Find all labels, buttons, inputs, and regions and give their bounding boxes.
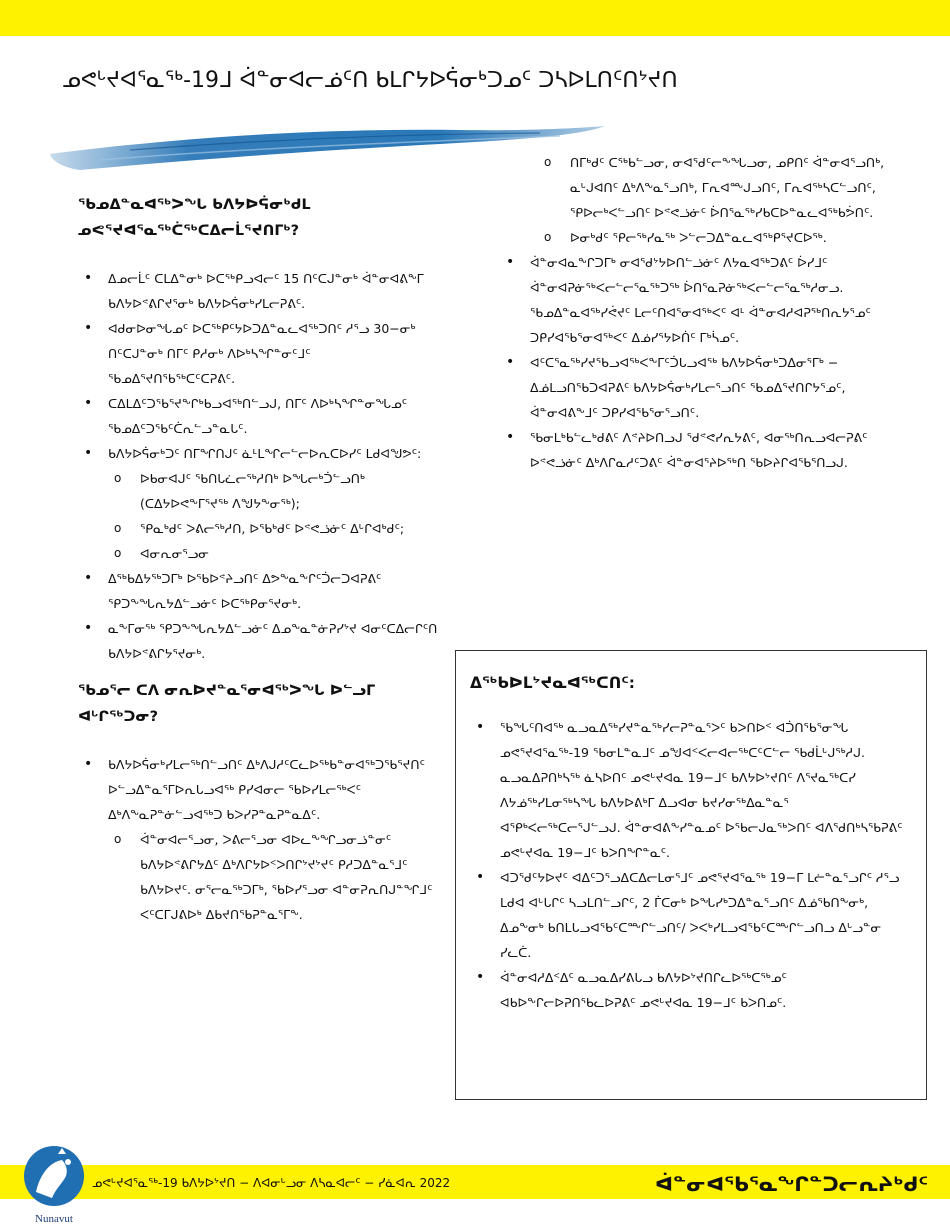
list-item-text: ᑲᐱᔭᐅᕌᓂᒃᑐᑦ ᑎᒥᖏᑎᒍᑦ ᓈᒻᒪᖏᓕᓪᓕᐅᕆᑕᐅᓯᑦ ᒪᑯᐊᖑᕗᑦ: — [108, 446, 422, 461]
list-item: • ᖃᓂᒪᒃᑲᓪᓚᒃᑯᕕᑦ ᐱᕝᔨᐅᑎᓗᒍ ᖁᕝᕙᓯᕆᔭᕕᑦ, ᐊᓂᖅᑎᕆᓗᐊᓕᕈᕕᑦ ᐅᕝᕙᓘᓃᑦ ᐃᒃᐱᒋᓇᓱᑦᑐᕕᑦ ᐋᓐᓂᐊᕐᔨᐅᖅᑎ ᖃᐅᔨᒋᐊᖃᕐᑎᓗᒍ. — [500, 425, 905, 475]
list-item: • ᖃᖓᑦᑎᐊᖅ ᓇᓗᓇᐃᖅᓯᔪᓐᓇᖅᓯᓕᕈᓐᓇᕐᐳᑦ ᑲᐳᑎᐅᑉ ᐊᑑᑎᖃᕐᓂᖓ ᓄᕙᕐᔪᐊᕐᓇᖅ-19 ᖃᓂᒪᓐᓇᒧᑦ ᓄᖑᐊᑉᐸᓕᐊᓕᖅᑕᑦᑕᓪᓕ ᖃᑯᒫᒡᒍᖅᓱᒍ. ᓇᓗᓇᐃᕈᑎᒃᓴᖅ ᓈᓴᐅᑎᑦ ᓄᕙᒡᔪᐊᓇ 19−ᒧᑦ ᑲᐱᔭᐅᔾᔪᑎᑦ ᐱᕐᔪᓇᖅᑕᓯ ᐱᔭᓅᖅᓯᒪᓂᖅᓴᖓ ᑲᐱᔭᐅᕕᒃᒥ ᐃᓗᐊᓂ ᑲᔪᓯᓂᖅᐃᓇᓐᓇᕐ ᐊᕿᒃᐸᓕᖅᑕᓕᕐᒍᓪᓗᒍ. ᐋᓐᓂᐊᕕᖕᓯᓐᓇᓄᑦ ᐅᖃᓕᒍᓇᖅᐳᑎᑦ ᐊᐱᕐᑯᑎᒃᓴᖃᕈᕕᑦ ᓄᕙᒡᔪᐊᓇ 19−ᒧᑦ ᑲᐳᑎᖏᓐᓇᑦ. — [470, 715, 912, 865]
list-item: • ᑕᐃᒪᐃᑦᑐᖃᕐᔪᖕᒋᒃᑲᓗᐊᖅᑎᓪᓗᒍ, ᑎᒥᑦ ᐱᐅᒃᓴᖏᓐᓂᖓᓄᑦ ᖃᓄᐃᑦᑐᖃᑦᑖᕆᓪᓗᓐᓇᒐᑦ. — [78, 391, 438, 441]
left-column — [78, 192, 438, 927]
sub-list-item: o ᐅᓂᒃᑯᑦ ᕿᓕᖅᓯᓇᖅ ᐳᓪᓕᑐᐃᓐᓇᓚᐊᖅᑭᕐᔪᑕᐅᖅ. — [538, 225, 905, 250]
sub-list-item: o ᑎᒥᒃᑯᑦ ᑕᖅᑲᓪᓗᓂ, ᓂᐊᖁᑦᓕᖕᖓᓗᓂ, ᓄᑭᑎᑦ ᐋᓐᓂᐊᕐᓗᑎᒃ, ᓇᒡᒍᐊᑎᑦ ᐃᒃᐱᖕᓇᕐᓗᑎᒃ, ᒥᕆᐊᖖᒍᓗᑎᑦ, ᒥᕆᐊᖅᓴᑕᓪᓗᑎᑦ, ᕿᐅᓕᒃᐸᓪᓗᑎᑦ ᐅᕝᕙᓘᓃᑦ ᐆᑎᕐᓇᖅᓯᑲᑕᐅᓐᓇᓚᐊᖅᑲᕘᑎᑦ. — [538, 150, 905, 225]
list-item: • ᐃᓄᓕᒫᑦ ᑕᒪᐃᓐᓂᒃ ᐅᑕᖅᑭᓗᐊᓕᑦ 15 ᑎᑦᑕᒍᓐᓂᒃ ᐋᓐᓂᐊᕕᖕᒥ ᑲᐱᔭᐅᕝᕕᒋᔪᕐᓂᒃ ᑲᐱᔭᐅᕌᓂᒃᓯᒪᓕᕈᕕᑦ. — [78, 266, 438, 316]
logo-wordmark: Nunavut — [35, 1213, 73, 1225]
list-item: • ᐊᑯᓂᐅᓂᖓᓄᑦ ᐅᑕᖅᑭᑦᔭᐅᑐᐃᓐᓇᓚᐊᖅᑐᑎᑦ ᓱᕐᓗ 30−ᓂᒃ ᑎᑦᑕᒍᓐᓂᒃ ᑎᒥᑦ ᑭᓱᓂᒃ ᐱᐅᒃᓴᖏᓐᓂᑦᒧᑦ ᖃᓄᐃᕐᔪᑎᖃᖅᑕᑦᑕᕈᕕᑦ. — [78, 316, 438, 391]
list-item: • ᐋᓐᓂᐊᓱᐃᑉᐃᑦ ᓇᓗᓇᐃᓯᕕᒐᓗ ᑲᐱᔭᐅᔾᔪᑎᒋᓚᐅᖅᑕᖅᓄᑦ ᐊᑲᐅᖕᒋᓕᐅᕈᑎᖃᓚᐅᕈᕕᑦ ᓄᕙᒡᔪᐊᓇ 19−ᒧᑦ ᑲᐳᑎᓄᑦ. — [470, 965, 912, 1015]
footer-department-name: ᐋᓐᓂᐊᖃᕐᓇᖏᓐᑐᓕᕆᔨᒃᑯᑦ — [654, 1172, 928, 1196]
sub-list-item: o ᕿᓇᒃᑯᑦ ᐳᕕᓕᖅᓱᑎ, ᐅᖃᒃᑯᑦ ᐅᕝᕙᓘᓃᑦ ᐃᒡᒋᐊᒃᑯᑦ; — [108, 516, 438, 541]
list-item — [78, 441, 438, 566]
reminder-box — [455, 650, 927, 1100]
sub-list-item: o ᐊᓂᕆᓂᕐᓗᓂ — [108, 541, 438, 566]
reminder-box-heading: ᐃᖅᑲᐅᒪᔾᔪᓇᐊᖅᑕᑎᑦ: — [470, 674, 635, 692]
nunavut-logo-icon — [22, 1140, 86, 1226]
section-heading-what-to-expect: ᖃᓄᕐᓕ ᑕᐱ ᓂᕆᐅᔪᓐᓇᕐᓂᐊᖅᐳᖓ ᐅᓪᓗᒥ ᐊᒡᒋᖅᑐᓂ? — [78, 683, 376, 725]
right-column — [500, 150, 905, 475]
footer-document-info: ᓄᕙᒡᔪᐊᕐᓇᖅ-19 ᑲᐱᔭᐅᔾᔪᑎ − ᐱᐊᓂᒡᓗᓂ ᐱᓴᓇᐊᓕᑦ − ᓯᓈᐊᕆ 2022 — [92, 1176, 451, 1190]
section-heading-what-to-do: ᖃᓄᐃᓐᓇᐊᖅᐳᖓ ᑲᐱᔭᐅᕌᓂᒃᑯᒪ ᓄᕙᕐᔪᐊᕐᓇᖅᑖᖅᑕᐃᓕᒫᕐᔪᑎᒥᒃ? — [78, 197, 311, 239]
sub-list-item: o ᐋᓐᓂᐊᓕᕐᓗᓂ, ᐳᕕᓕᕐᓗᓂ ᐊᐅᓚᖕᖏᓗᓂᓘᓐᓂᑦ ᑲᐱᔭᐅᕝᕕᒋᔭᐃᑦ ᐃᒃᐱᒋᔭᐅᑉᐳᑎᒋᔾᔪᔾᔪᑦ ᑭᓱᑐᐃᓐᓇᕐᒧᑦ ᑲᐱᔭᐅᔪᑦ. ᓂᕐᓕᓇᖅᑐᒥᒃ, ᖃᐅᓯᕐᓗᓂ ᐊᓐᓂᕈᕆᑎᒍᓐᖏᒧᑦ ᐸᑦᑕᒥᒍᕕᐅᒃ ᐃᑲᔪᑎᖃᕈᓐᓇᕐᒥᖕ. — [108, 827, 438, 927]
list-item-text: ᑲᐱᔭᐅᕌᓂᒃᓯᒪᓕᖅᑎᓪᓗᑎᑦ ᐃᒃᐱᒍᓱᑦᑕᓚᐅᖅᑲᓐᓂᐊᖅᑐᖃᕐᔪᑎᑦ ᐅᓪᓗᐃᓐᓇᕐᒥᐅᕆᒐᓗᐊᖅ ᑭᓯᐊᓂᓕ ᖃᐅᓯᒪᓕᖅᐸᑦ ᐃᒃᐱᖕᓇᕈᓐᓃᓪᓗᐊᖅᑐ ᑲᐳᓯᕈᓐᓇᕈᓐᓇᐃᑦ. — [108, 757, 425, 822]
list-item: • ᓇᖕᒥᓂᖅ ᕿᑐᖕᖓᕆᔭᐃᓪᓗᓃᑦ ᐃᓄᖕᓇᓐᓃᕈᓯᔾᔪ ᐊᓂᑦᑕᐃᓕᒋᑦᑎ ᑲᐱᔭᐅᕝᕕᒋᔭᕐᔪᓂᒃ. — [78, 616, 438, 666]
page-title: ᓄᕙᒡᔪᐊᕐᓇᖅ-19ᒧ ᐋᓐᓂᐊᓕᓅᑦᑎ ᑲᒪᒋᔭᐅᕌᓂᒃᑐᓄᑦ ᑐᓴᐅᒪᑎᑦᑎᔾᔪᑎ — [62, 68, 678, 93]
top-accent-bar — [0, 0, 950, 36]
sub-list-item: o ᐅᑲᓂᐊᒍᑦ ᖃᑎᒐᓛᓕᖅᓱᑎᒃ ᐅᖓᓕᒃᑑᓪᓗᑎᒃ (ᑕᐃᔭᐅᕙᖕᒥᕐᔪᖅ ᐱᖑᔭᖕᓂᖅ); — [108, 466, 438, 516]
list-item: • ᐊᑐᕐᑯᑦᔭᐅᔪᑦ ᐊᐃᑦᑐᕐᓗᐃᑕᐃᓕᒪᓂᕐᒧᑦ ᓄᕙᕐᔪᐊᕐᓇᖅ 19−ᒥ ᒪᓖᓐᓇᕐᓗᒋᑦ ᓱᕐᓗ ᒪᑯᐊ ᐊᒡᒐᒋᑦ ᓴᓗᒪᑎᓪᓗᒋᑦ, 2 ᒦᑕᓂᒃ ᐅᖓᓯᒃᑐᐃᓐᓇᕐᓗᑎᑦ ᐃᓅᖃᑎᖕᓂᒃ, ᐃᓄᖕᓂᒃ ᑲᑎᒪᒐᓗᐊᖃᑦᑕᖖᒋᓪᓗᑎᑦ/ ᐳᐸᒃᓯᒪᓗᐊᖃᑦᑕᖖᒋᓪᓗᑎᓗ ᐃᒡᓗᓐᓂ ᓯᓚᑖ. — [470, 865, 912, 965]
list-item: • ᐃᖅᑲᐃᔭᖅᑐᒥᒃ ᐅᖃᐅᕝᔨᓗᑎᑦ ᐃᕗᖕᓇᖕᒋᑦᑑᓕᑐᐊᕈᕕᑦ ᕿᑐᖕᖓᕆᔭᐃᓪᓗᓃᑦ ᐅᑕᖅᑭᓂᕐᔪᓂᒃ. — [78, 566, 438, 616]
list-item: • ᐊᑦᑕᕐᓇᖅᓯᔪᖃᓗᐊᖅᐸᖕᒥᑦᑑᒐᓗᐊᖅ ᑲᐱᔭᐅᕌᓂᒃᑐᐃᓂᕐᒥᒃ − ᐃᓅᒪᓗᑎᖃᑐᐊᕈᕕᑦ ᑲᐱᔭᐅᕌᓂᒃᓯᒪᓕᕐᓗᑎᑦ ᖃᓄᐃᕐᔪᑎᒋᔭᕐᓄᑦ, ᐋᓐᓂᐊᕕᖕᒧᑦ ᑐᑭᓯᐊᖃᕐᓂᕐᓗᑎᑦ. — [500, 350, 905, 425]
list-item: • ᐋᓐᓂᐊᓇᖕᒋᑐᒥᒃ ᓂᐊᖁᔾᔭᐅᑎᓪᓘᓃᑦ ᐱᔭᓇᐊᖅᑐᕕᑦ ᐆᓯᒧᑦ ᐋᓐᓂᐊᕈᓃᖅᐸᓕᓪᓕᕐᓇᖅᑐᖅ ᐆᑎᕐᓇᕈᓃᖅᐸᓕᓪᓕᕐᓇᖅᓱᓂᓗ. ᖃᓄᐃᓐᓇᐊᖅᓯᕚᔪᑦ ᒪᓕᑦᑎᐊᕐᓂᐊᖅᐸᑦ ᐊᒻ ᐋᓐᓂᐊᓱᐊᕈᖅᑎᕆᔭᕐᓄᑦ ᑐᑭᓯᐊᖃᕐᓂᐊᖅᐸᑦ ᐃᓅᓯᕐᔭᐅᑏᑦ ᒥᒃᓵᓄᑦ. — [500, 250, 905, 350]
list-item — [78, 752, 438, 927]
